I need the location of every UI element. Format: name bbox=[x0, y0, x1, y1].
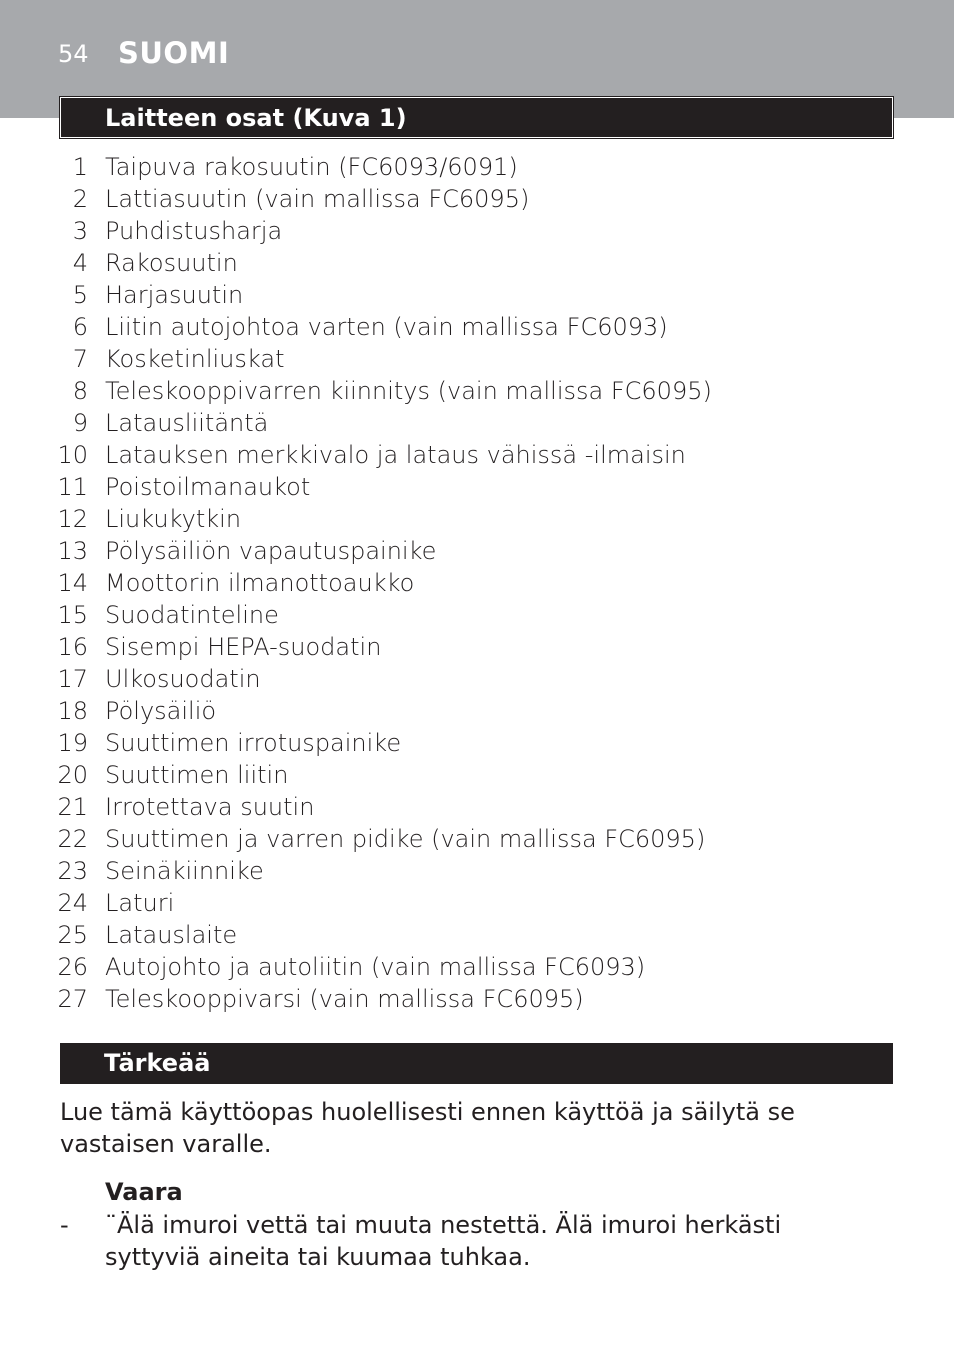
part-label: Poistoilmanaukot bbox=[105, 473, 311, 501]
part-label: Harjasuutin bbox=[105, 281, 244, 309]
list-item bbox=[0, 279, 700, 311]
part-label: Liitin autojohtoa varten (vain mallissa FC6093) bbox=[105, 313, 668, 341]
part-label: Suuttimen liitin bbox=[105, 761, 289, 789]
danger-heading: Vaara bbox=[105, 1178, 183, 1206]
part-label: Latausliitäntä bbox=[105, 409, 269, 437]
part-number: 14 bbox=[57, 569, 88, 597]
part-label: Teleskooppivarsi (vain mallissa FC6095) bbox=[105, 985, 584, 1013]
list-item bbox=[0, 375, 712, 407]
list-item bbox=[0, 343, 700, 375]
section-title-parts: Laitteen osat (Kuva 1) bbox=[105, 104, 407, 132]
part-number: 13 bbox=[57, 537, 88, 565]
part-label: Laturi bbox=[105, 889, 175, 917]
part-number: 15 bbox=[57, 601, 88, 629]
part-label: Irrotettava suutin bbox=[105, 793, 315, 821]
page-number: 54 bbox=[58, 40, 89, 68]
language-heading: SUOMI bbox=[118, 36, 230, 70]
list-item bbox=[0, 727, 700, 759]
part-number: 24 bbox=[57, 889, 88, 917]
list-item bbox=[0, 311, 700, 343]
list-item bbox=[0, 919, 700, 951]
part-label: Liukukytkin bbox=[105, 505, 242, 533]
list-item bbox=[0, 631, 700, 663]
part-number: 25 bbox=[57, 921, 88, 949]
part-label: Suuttimen irrotuspainike bbox=[105, 729, 402, 757]
part-number: 7 bbox=[72, 345, 88, 373]
part-number: 16 bbox=[57, 633, 88, 661]
part-number: 21 bbox=[57, 793, 88, 821]
part-number: 4 bbox=[72, 249, 88, 277]
part-number: 10 bbox=[57, 441, 88, 469]
list-item bbox=[0, 151, 700, 183]
part-label: Moottorin ilmanottoaukko bbox=[105, 569, 415, 597]
section-bar-important bbox=[60, 1043, 893, 1084]
intro-paragraph: Lue tämä käyttöopas huolellisesti ennen käyttöä ja säilytä se vastaisen varalle. bbox=[60, 1098, 795, 1158]
list-item bbox=[0, 951, 700, 983]
part-label: Puhdistusharja bbox=[105, 217, 283, 245]
part-label: Suodatinteline bbox=[105, 601, 279, 629]
list-item bbox=[0, 183, 700, 215]
part-number: 1 bbox=[72, 153, 88, 181]
part-label: Rakosuutin bbox=[105, 249, 238, 277]
part-number: 9 bbox=[72, 409, 88, 437]
part-label: Pölysäiliö bbox=[105, 697, 217, 725]
bullet-dash: - bbox=[60, 1211, 69, 1239]
part-number: 23 bbox=[57, 857, 88, 885]
part-number: 2 bbox=[72, 185, 88, 213]
part-label: Autojohto ja autoliitin (vain mallissa FC6093) bbox=[105, 953, 646, 981]
part-number: 20 bbox=[57, 761, 88, 789]
list-item bbox=[0, 407, 700, 439]
list-item bbox=[0, 823, 706, 855]
part-label: Suuttimen ja varren pidike (vain mallissa FC6095) bbox=[105, 825, 706, 853]
list-item bbox=[0, 759, 700, 791]
list-item bbox=[0, 887, 700, 919]
part-label: Latauksen merkkivalo ja lataus vähissä -ilmaisin bbox=[105, 441, 686, 469]
part-number: 19 bbox=[57, 729, 88, 757]
part-label: Ulkosuodatin bbox=[105, 665, 261, 693]
part-label: Kosketinliuskat bbox=[105, 345, 285, 373]
part-label: Seinäkiinnike bbox=[105, 857, 264, 885]
part-number: 22 bbox=[57, 825, 88, 853]
part-number: 3 bbox=[72, 217, 88, 245]
part-number: 18 bbox=[57, 697, 88, 725]
part-number: 26 bbox=[57, 953, 88, 981]
list-item bbox=[0, 471, 700, 503]
part-label: Lattiasuutin (vain mallissa FC6095) bbox=[105, 185, 530, 213]
part-label: Pölysäiliön vapautuspainike bbox=[105, 537, 437, 565]
list-item bbox=[0, 983, 700, 1015]
part-number: 6 bbox=[72, 313, 88, 341]
list-item bbox=[0, 567, 700, 599]
section-title-important: Tärkeää bbox=[104, 1049, 211, 1077]
list-item bbox=[0, 503, 700, 535]
list-item bbox=[0, 695, 700, 727]
list-item bbox=[0, 663, 700, 695]
part-label: Teleskooppivarren kiinnitys (vain mallissa FC6095) bbox=[105, 377, 712, 405]
list-item bbox=[0, 599, 700, 631]
list-item bbox=[0, 215, 700, 247]
part-number: 5 bbox=[72, 281, 88, 309]
list-item bbox=[0, 535, 700, 567]
part-number: 12 bbox=[57, 505, 88, 533]
part-label: Taipuva rakosuutin (FC6093/6091) bbox=[105, 153, 518, 181]
parts-list bbox=[0, 151, 712, 1015]
part-label: Sisempi HEPA-suodatin bbox=[105, 633, 382, 661]
part-number: 8 bbox=[72, 377, 88, 405]
list-item bbox=[0, 439, 700, 471]
warning-text: ¨Älä imuroi vettä tai muuta nestettä. Älä imuroi herkästi syttyviä aineita tai kuumaa tuhkaa. bbox=[105, 1211, 782, 1271]
part-label: Latauslaite bbox=[105, 921, 238, 949]
part-number: 27 bbox=[57, 985, 88, 1013]
list-item bbox=[0, 247, 700, 279]
section-bar-parts bbox=[60, 97, 893, 138]
list-item bbox=[0, 855, 700, 887]
list-item bbox=[0, 791, 700, 823]
part-number: 11 bbox=[57, 473, 88, 501]
part-number: 17 bbox=[57, 665, 88, 693]
